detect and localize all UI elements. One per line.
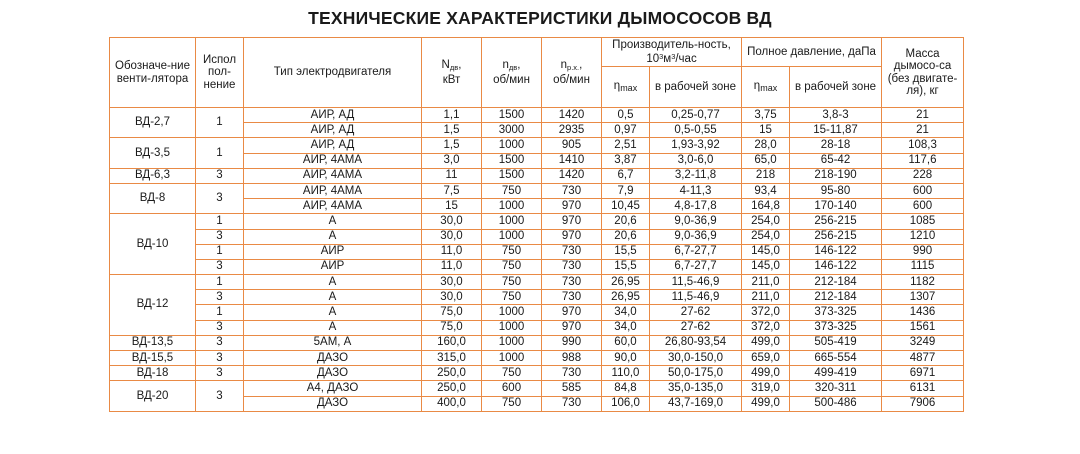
cell-pressure-max: 15 [742,123,790,138]
cell-pressure-max: 28,0 [742,138,790,153]
cell-rpm: 1500 [482,108,542,123]
fan-designation: ВД-2,7 [110,108,196,138]
fan-designation: ВД-3,5 [110,138,196,168]
cell-motor-type: АИР, 4АМА [244,153,422,168]
cell-mass: 600 [882,183,964,198]
header-execution: Испол пол-нение [196,38,244,108]
cell-rpm-idle: 730 [542,259,602,274]
header-motor-type: Тип электродвигателя [244,38,422,108]
cell-capacity-max: 15,5 [602,244,650,259]
cell-rpm: 1000 [482,351,542,366]
cell-capacity-zone: 4,8-17,8 [650,199,742,214]
cell-motor-type: А [244,320,422,335]
cell-capacity-max: 6,7 [602,168,650,183]
cell-capacity-zone: 0,25-0,77 [650,108,742,123]
table-row [110,108,964,123]
cell-capacity-zone: 50,0-175,0 [650,366,742,381]
fan-designation: ВД-15,5 [110,351,196,366]
cell-capacity-zone: 11,5-46,9 [650,275,742,290]
cell-power: 315,0 [422,351,482,366]
fan-designation: ВД-13,5 [110,335,196,350]
cell-mass: 990 [882,244,964,259]
cell-capacity-zone: 9,0-36,9 [650,214,742,229]
execution-cell: 1 [196,138,244,168]
cell-pressure-max: 254,0 [742,229,790,244]
cell-motor-type: А [244,290,422,305]
cell-pressure-zone: 256-215 [790,214,882,229]
cell-rpm: 750 [482,183,542,198]
cell-rpm: 750 [482,259,542,274]
cell-mass: 6971 [882,366,964,381]
cell-pressure-max: 218 [742,168,790,183]
cell-power: 11,0 [422,259,482,274]
cell-capacity-zone: 9,0-36,9 [650,229,742,244]
execution-cell: 3 [196,183,244,213]
cell-rpm-idle: 730 [542,290,602,305]
cell-capacity-max: 2,51 [602,138,650,153]
cell-pressure-max: 372,0 [742,320,790,335]
cell-capacity-zone: 26,80-93,54 [650,335,742,350]
cell-capacity-zone: 43,7-169,0 [650,396,742,411]
cell-rpm-idle: 1420 [542,108,602,123]
cell-motor-type: ДАЗО [244,396,422,411]
cell-power: 160,0 [422,335,482,350]
table-row [110,168,964,183]
cell-pressure-max: 499,0 [742,366,790,381]
cell-mass: 1436 [882,305,964,320]
cell-motor-type: АИР, 4АМА [244,199,422,214]
cell-capacity-max: 84,8 [602,381,650,396]
cell-pressure-max: 659,0 [742,351,790,366]
cell-mass: 21 [882,108,964,123]
cell-capacity-max: 20,6 [602,214,650,229]
fan-designation: ВД-12 [110,275,196,336]
fan-designation: ВД-6,3 [110,168,196,183]
cell-rpm-idle: 1410 [542,153,602,168]
table-row [110,351,964,366]
table-row [110,138,964,153]
cell-pressure-zone: 65-42 [790,153,882,168]
cell-capacity-max: 20,6 [602,229,650,244]
cell-pressure-zone: 665-554 [790,351,882,366]
cell-mass: 1182 [882,275,964,290]
cell-rpm: 1000 [482,199,542,214]
cell-capacity-max: 34,0 [602,320,650,335]
cell-motor-type: АИР, АД [244,138,422,153]
cell-motor-type: АИР, АД [244,108,422,123]
header-pressure-eta: $\eta_{max}$ [742,67,790,108]
cell-pressure-zone: 505-419 [790,335,882,350]
cell-capacity-zone: 6,7-27,7 [650,259,742,274]
header-designation: Обозначе-ние венти-лятора [110,38,196,108]
cell-rpm: 1500 [482,168,542,183]
cell-capacity-max: 34,0 [602,305,650,320]
table-row [110,290,964,305]
cell-pressure-zone: 15-11,87 [790,123,882,138]
cell-mass: 108,3 [882,138,964,153]
cell-motor-type: ДАЗО [244,366,422,381]
execution-cell: 3 [196,366,244,381]
cell-pressure-zone: 500-486 [790,396,882,411]
execution-cell: 1 [196,305,244,320]
cell-pressure-zone: 146-122 [790,244,882,259]
cell-power: 30,0 [422,229,482,244]
cell-pressure-max: 372,0 [742,305,790,320]
cell-rpm-idle: 970 [542,305,602,320]
cell-power: 75,0 [422,305,482,320]
execution-cell: 1 [196,214,244,229]
cell-power: 30,0 [422,290,482,305]
cell-pressure-max: 211,0 [742,290,790,305]
cell-power: 15 [422,199,482,214]
cell-capacity-zone: 3,2-11,8 [650,168,742,183]
cell-rpm: 750 [482,290,542,305]
cell-rpm-idle: 730 [542,275,602,290]
cell-pressure-zone: 95-80 [790,183,882,198]
table-row [110,183,964,198]
cell-rpm: 1000 [482,335,542,350]
cell-rpm-idle: 585 [542,381,602,396]
cell-mass: 1561 [882,320,964,335]
header-power: $N_{дв}$, кВт [422,38,482,108]
cell-motor-type: А [244,229,422,244]
cell-power: 250,0 [422,366,482,381]
cell-motor-type: А [244,305,422,320]
cell-rpm-idle: 2935 [542,123,602,138]
cell-pressure-max: 164,8 [742,199,790,214]
cell-pressure-zone: 499-419 [790,366,882,381]
cell-rpm: 750 [482,366,542,381]
table-row [110,259,964,274]
cell-capacity-max: 3,87 [602,153,650,168]
cell-capacity-zone: 3,0-6,0 [650,153,742,168]
cell-pressure-zone: 28-18 [790,138,882,153]
table-body [110,108,964,412]
execution-cell: 3 [196,381,244,411]
cell-capacity-max: 106,0 [602,396,650,411]
cell-rpm-idle: 988 [542,351,602,366]
cell-mass: 1115 [882,259,964,274]
cell-capacity-max: 0,97 [602,123,650,138]
header-pressure-work-zone: в рабочей зоне [790,67,882,108]
cell-mass: 3249 [882,335,964,350]
cell-rpm: 750 [482,244,542,259]
cell-mass: 1307 [882,290,964,305]
cell-pressure-zone: 170-140 [790,199,882,214]
execution-cell: 3 [196,290,244,305]
cell-power: 11,0 [422,244,482,259]
cell-motor-type: А [244,214,422,229]
page-title: ТЕХНИЧЕСКИЕ ХАРАКТЕРИСТИКИ ДЫМОСОСОВ ВД [308,8,772,28]
cell-mass: 1210 [882,229,964,244]
cell-rpm: 1000 [482,229,542,244]
cell-power: 75,0 [422,320,482,335]
cell-capacity-zone: 30,0-150,0 [650,351,742,366]
cell-rpm: 750 [482,396,542,411]
cell-pressure-max: 211,0 [742,275,790,290]
cell-rpm-idle: 730 [542,366,602,381]
cell-mass: 21 [882,123,964,138]
cell-mass: 7906 [882,396,964,411]
cell-capacity-max: 26,95 [602,290,650,305]
cell-mass: 4877 [882,351,964,366]
table-row [110,320,964,335]
cell-rpm: 1000 [482,138,542,153]
cell-pressure-max: 319,0 [742,381,790,396]
cell-capacity-zone: 27-62 [650,305,742,320]
cell-capacity-max: 7,9 [602,183,650,198]
execution-cell: 1 [196,244,244,259]
cell-motor-type: АИР, 4АМА [244,168,422,183]
cell-pressure-max: 65,0 [742,153,790,168]
cell-rpm: 1000 [482,305,542,320]
execution-cell: 3 [196,320,244,335]
cell-power: 250,0 [422,381,482,396]
cell-motor-type: ДАЗО [244,351,422,366]
cell-rpm-idle: 970 [542,214,602,229]
cell-motor-type: АИР [244,244,422,259]
cell-rpm-idle: 1420 [542,168,602,183]
execution-cell: 1 [196,108,244,138]
header-capacity-work-zone: в рабочей зоне [650,67,742,108]
table-row [110,214,964,229]
cell-pressure-max: 254,0 [742,214,790,229]
cell-rpm: 1000 [482,214,542,229]
header-capacity: Производитель-ность, $10^3м^3$/час [602,38,742,67]
table-row [110,305,964,320]
cell-pressure-max: 145,0 [742,259,790,274]
specs-table [109,37,964,412]
cell-pressure-zone: 373-325 [790,320,882,335]
cell-capacity-max: 90,0 [602,351,650,366]
execution-cell: 3 [196,229,244,244]
cell-motor-type: АИР [244,259,422,274]
execution-cell: 3 [196,335,244,350]
execution-cell: 3 [196,168,244,183]
cell-pressure-max: 499,0 [742,335,790,350]
execution-cell: 3 [196,351,244,366]
cell-power: 30,0 [422,275,482,290]
cell-rpm: 1000 [482,320,542,335]
cell-pressure-zone: 146-122 [790,259,882,274]
cell-motor-type: АИР, АД [244,123,422,138]
cell-pressure-max: 93,4 [742,183,790,198]
cell-power: 7,5 [422,183,482,198]
cell-pressure-zone: 212-184 [790,275,882,290]
execution-cell: 1 [196,275,244,290]
cell-motor-type: 5АМ, А [244,335,422,350]
fan-designation: ВД-18 [110,366,196,381]
cell-rpm: 600 [482,381,542,396]
execution-cell: 3 [196,259,244,274]
cell-capacity-max: 110,0 [602,366,650,381]
cell-mass: 228 [882,168,964,183]
cell-capacity-max: 15,5 [602,259,650,274]
cell-power: 400,0 [422,396,482,411]
cell-capacity-zone: 27-62 [650,320,742,335]
cell-rpm-idle: 990 [542,335,602,350]
table-row [110,275,964,290]
header-capacity-eta: $\eta_{max}$ [602,67,650,108]
cell-capacity-max: 26,95 [602,275,650,290]
cell-power: 3,0 [422,153,482,168]
cell-rpm: 750 [482,275,542,290]
cell-pressure-zone: 320-311 [790,381,882,396]
cell-capacity-max: 0,5 [602,108,650,123]
header-pressure: Полное давление, даПа [742,38,882,67]
cell-motor-type: А4, ДАЗО [244,381,422,396]
cell-power: 1,1 [422,108,482,123]
cell-pressure-zone: 218-190 [790,168,882,183]
cell-capacity-max: 10,45 [602,199,650,214]
header-rpm: $n_{дв}$, об/мин [482,38,542,108]
fan-designation: ВД-10 [110,214,196,275]
cell-capacity-max: 60,0 [602,335,650,350]
cell-rpm-idle: 730 [542,183,602,198]
cell-capacity-zone: 0,5-0,55 [650,123,742,138]
cell-capacity-zone: 6,7-27,7 [650,244,742,259]
table-row [110,229,964,244]
table-row [110,381,964,396]
fan-designation: ВД-20 [110,381,196,411]
cell-mass: 117,6 [882,153,964,168]
cell-power: 1,5 [422,138,482,153]
fan-designation: ВД-8 [110,183,196,213]
cell-mass: 1085 [882,214,964,229]
header-mass: Масса дымосо-са (без двигате-ля), кг [882,38,964,108]
cell-rpm-idle: 970 [542,199,602,214]
cell-capacity-zone: 4-11,3 [650,183,742,198]
cell-pressure-zone: 3,8-3 [790,108,882,123]
cell-mass: 6131 [882,381,964,396]
cell-rpm: 3000 [482,123,542,138]
cell-pressure-max: 3,75 [742,108,790,123]
cell-rpm-idle: 730 [542,244,602,259]
cell-capacity-zone: 1,93-3,92 [650,138,742,153]
cell-mass: 600 [882,199,964,214]
cell-power: 11 [422,168,482,183]
cell-pressure-zone: 212-184 [790,290,882,305]
cell-pressure-zone: 256-215 [790,229,882,244]
table-row [110,244,964,259]
cell-rpm-idle: 970 [542,229,602,244]
cell-rpm-idle: 970 [542,320,602,335]
cell-motor-type: А [244,275,422,290]
cell-capacity-zone: 11,5-46,9 [650,290,742,305]
table-row [110,335,964,350]
cell-power: 30,0 [422,214,482,229]
cell-rpm: 1500 [482,153,542,168]
cell-rpm-idle: 905 [542,138,602,153]
cell-motor-type: АИР, 4АМА [244,183,422,198]
table-row [110,366,964,381]
cell-pressure-max: 499,0 [742,396,790,411]
cell-rpm-idle: 730 [542,396,602,411]
header-rpm-idle: $n_{р.х.}$, об/мин [542,38,602,108]
cell-power: 1,5 [422,123,482,138]
cell-capacity-zone: 35,0-135,0 [650,381,742,396]
cell-pressure-zone: 373-325 [790,305,882,320]
cell-pressure-max: 145,0 [742,244,790,259]
